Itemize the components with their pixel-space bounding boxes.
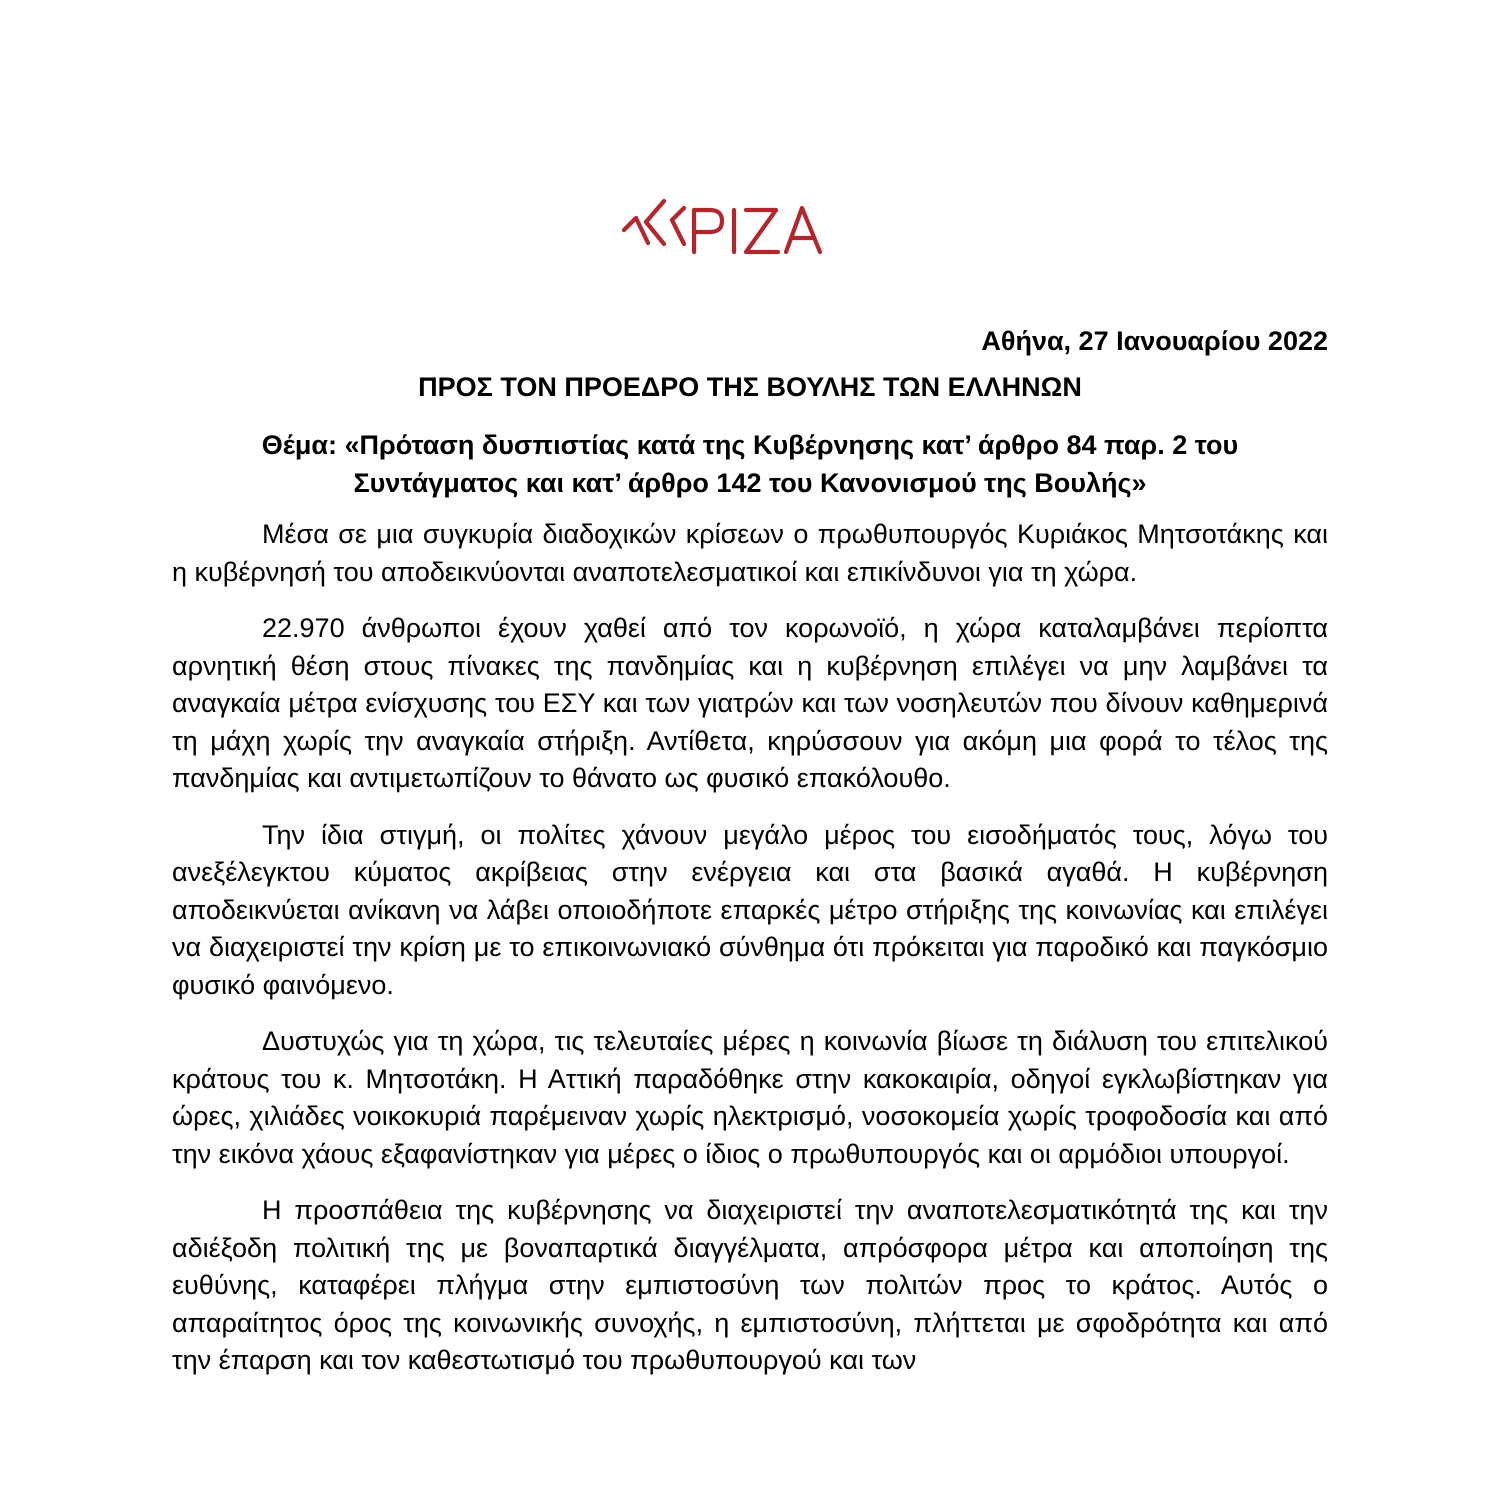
body-paragraph-5: Η προσπάθεια της κυβέρνησης να διαχειριστεί την αναποτελεσματικότητά της και την αδιέξοδη πολιτική της με βοναπαρτικά διαγγέλματα, απρόσφορα μέτρα και αποποίηση της ευθύνης, καταφέρει πλήγμα στην εμπιστοσύνη των πολιτών προς το κράτος. Αυτός ο απαραίτητος όρος της κοινωνικής συνοχής, η εμπιστοσύνη, πλήττεται με σφοδρότητα και από την έπαρση και τον καθεστωτισμό του πρωθυπουργού και των (172, 1195, 1328, 1375)
subject-heading (172, 426, 1328, 502)
addressee-heading: ΠΡΟΣ ΤΟΝ ΠΡΟΕΔΡΟ ΤΗΣ ΒΟΥΛΗΣ ΤΩΝ ΕΛΛΗΝΩΝ (418, 372, 1082, 402)
subject-line-1: Θέμα: «Πρόταση δυσπιστίας κατά της Κυβέρνησης κατ’ άρθρο 84 παρ. 2 του (261, 430, 1239, 460)
syriza-logo (620, 196, 826, 282)
body-paragraph-1: Μέσα σε μια συγκυρία διαδοχικών κρίσεων ο πρωθυπουργός Κυριάκος Μητσοτάκης και η κυβέρνησή του αποδεικνύονται αναποτελεσματικοί και επικίνδυνοι για τη χώρα. (172, 519, 1328, 587)
syriza-logo-graphic (620, 196, 826, 282)
letter-body (172, 322, 1328, 1399)
body-paragraph-4: Δυστυχώς για τη χώρα, τις τελευταίες μέρες η κοινωνία βίωσε τη διάλυση του επιτελικού κράτους του κ. Μητσοτάκη. Η Αττική παραδόθηκε στην κακοκαιρία, οδηγοί εγκλωβίστηκαν για ώρες, χιλιάδες νοικοκυριά παρέμειναν χωρίς ηλεκτρισμό, νοσοκομεία χωρίς τροφοδοσία και από την εικόνα χάους εξαφανίστηκαν για μέρες ο ίδιος ο πρωθυπουργός και οι αρμόδιοι υπουργοί. (172, 1026, 1328, 1169)
document-date: Αθήνα, 27 Ιανουαρίου 2022 (981, 326, 1328, 356)
subject-line-2: Συντάγματος και κατ’ άρθρο 142 του Κανονισμού της Βουλής» (353, 468, 1147, 498)
body-paragraph-2: 22.970 άνθρωποι έχουν χαθεί από τον κορωνοϊό, η χώρα καταλαμβάνει περίοπτα αρνητική θέση στους πίνακες της πανδημίας και η κυβέρνηση επιλέγει να μην λαμβάνει τα αναγκαία μέτρα ενίσχυσης του ΕΣΥ και των γιατρών και των νοσηλευτών που δίνουν καθημερινά τη μάχη χωρίς την αναγκαία στήριξη. Αντίθετα, κηρύσσουν για ακόμη μια φορά το τέλος της πανδημίας και αντιμετωπίζουν το θάνατο ως φυσικό επακόλουθο. (172, 613, 1328, 793)
body-paragraph-3: Την ίδια στιγμή, οι πολίτες χάνουν μεγάλο μέρος του εισοδήματός τους, λόγω του ανεξέλεγκτου κύματος ακρίβειας στην ενέργεια και στα βασικά αγαθά. Η κυβέρνηση αποδεικνύεται ανίκανη να λάβει οποιοδήποτε επαρκές μέτρο στήριξης της κοινωνίας και επιλέγει να διαχειριστεί την κρίση με το επικοινωνιακό σύνθημα ότι πρόκειται για παροδικό και παγκόσμιο φυσικό φαινόμενο. (172, 819, 1328, 1000)
